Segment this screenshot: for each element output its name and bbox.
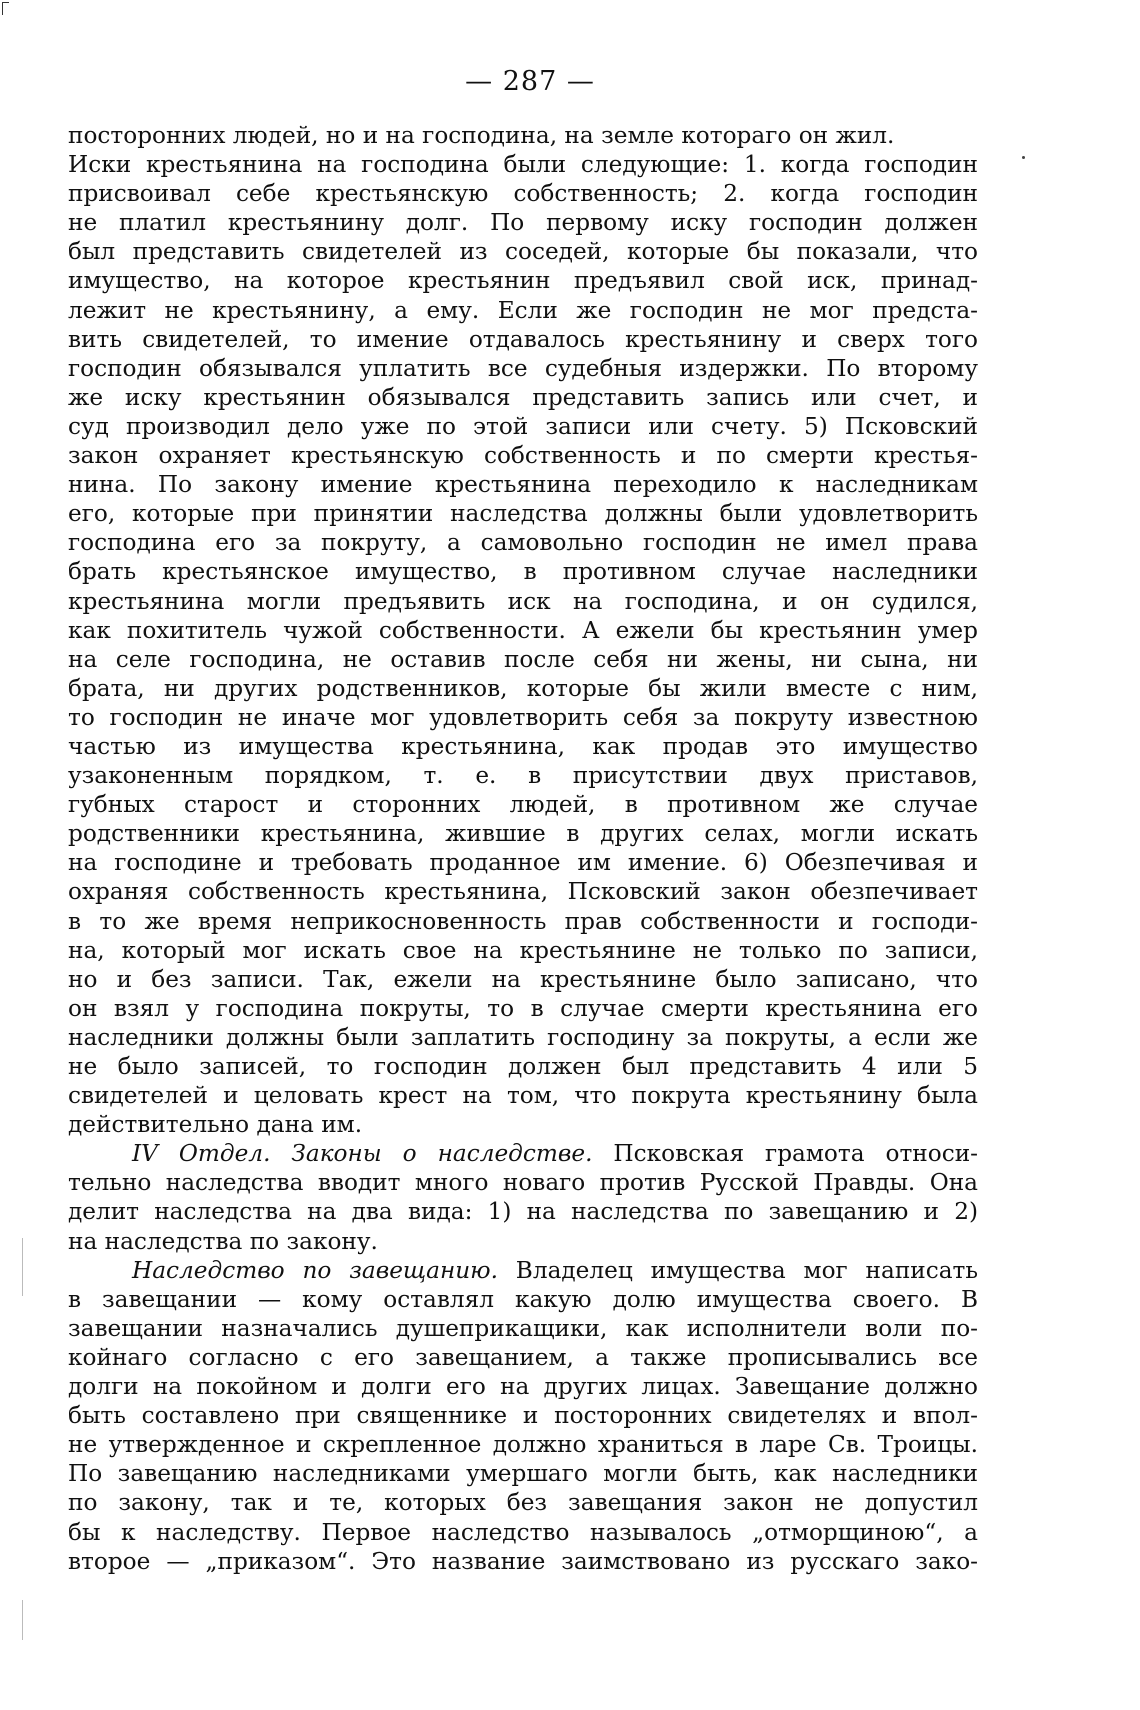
- margin-scan-line: [22, 1600, 23, 1640]
- line-text: делит наследства на два вида: 1) на наследства по завещанию и 2): [68, 1198, 978, 1226]
- text-line: [68, 150, 978, 179]
- line-text: наследники должны были заплатить господину за покруты, а если же: [68, 1023, 978, 1051]
- line-text: то господин не иначе мог удовлетворить себя за покруту известною: [68, 703, 978, 731]
- text-line: [68, 616, 978, 645]
- text-line: [68, 470, 978, 499]
- page-number: — 287 —: [465, 66, 595, 97]
- line-text: Владелец имущества мог написать: [497, 1256, 978, 1284]
- text-line: [68, 1314, 978, 1343]
- line-text: господина его за покруту, а самовольно господин не имел права: [68, 529, 978, 557]
- section-heading: Наследство по завещанию.: [132, 1256, 498, 1284]
- text-line: [68, 121, 978, 150]
- text-line: [68, 499, 978, 528]
- line-text: нина. По закону имение крестьянина переходило к наследникам: [68, 471, 978, 499]
- text-line: [68, 237, 978, 266]
- text-line: [68, 1518, 978, 1547]
- line-text: в то же время неприкосновенность прав собственности и господи-: [68, 907, 978, 935]
- line-text: крестьянина могли предъявить иск на господина, и он судился,: [68, 587, 978, 615]
- corner-crop-mark: [2, 2, 9, 15]
- line-text: тельно наследства вводит много новаго против Русской Правды. Она: [68, 1169, 978, 1197]
- line-text: закон охраняет крестьянскую собственность и по смерти крестья-: [68, 442, 978, 470]
- text-line: [68, 1110, 978, 1139]
- text-line: [68, 1256, 978, 1285]
- text-line: [68, 1401, 978, 1430]
- line-text: койнаго согласно с его завещанием, а также прописывались все: [68, 1343, 978, 1371]
- text-line: [68, 412, 978, 441]
- text-line: [68, 587, 978, 616]
- text-line: [68, 557, 978, 586]
- text-line: [68, 1372, 978, 1401]
- line-text: на господине и требовать проданное им имение. 6) Обезпечивая и: [68, 849, 978, 877]
- line-text: Иски крестьянина на господина были следующие: 1. когда господин: [68, 151, 978, 179]
- section-heading: IV Отдел. Законы о наследстве.: [132, 1140, 593, 1168]
- line-text: имущество, на которое крестьянин предъявил свой иск, принад-: [68, 267, 978, 295]
- line-text: второе — „приказом“. Это название заимствовано из русскаго зако-: [68, 1547, 978, 1575]
- text-line: [68, 674, 978, 703]
- text-line: [68, 208, 978, 237]
- text-line: [68, 848, 978, 877]
- line-text: вить свидетелей, то имение отдавалось крестьянину и сверх того: [68, 325, 978, 353]
- text-line: [68, 1343, 978, 1372]
- text-line: [68, 325, 978, 354]
- line-text: По завещанию наследниками умершаго могли быть, как наследники: [68, 1460, 978, 1488]
- line-text: родственники крестьянина, жившие в других селах, могли искать: [68, 820, 978, 848]
- line-text: он взял у господина покруты, то в случае смерти крестьянина его: [68, 994, 978, 1022]
- text-line: [68, 645, 978, 674]
- line-text: по закону, так и те, которых без завещания закон не допустил: [68, 1489, 978, 1517]
- text-line: [68, 1023, 978, 1052]
- line-text: суд производил дело уже по этой записи или счету. 5) Псковский: [68, 412, 978, 440]
- text-line: [68, 1139, 978, 1168]
- line-text: быть составлено при священнике и посторонних свидетелях и впол-: [68, 1402, 978, 1430]
- line-text: на, который мог искать свое на крестьянине не только по записи,: [68, 936, 978, 964]
- text-line: [68, 819, 978, 848]
- text-line: [68, 441, 978, 470]
- line-text: завещании назначались душеприкащики, как исполнители воли по-: [68, 1314, 978, 1342]
- line-text: губных старост и сторонних людей, в противном же случае: [68, 791, 978, 819]
- line-text: на наследства по закону.: [68, 1227, 378, 1255]
- line-text: присвоивал себе крестьянскую собственность; 2. когда господин: [68, 180, 978, 208]
- text-line: [68, 703, 978, 732]
- line-text: не платил крестьянину долг. По первому иску господин должен: [68, 209, 978, 237]
- text-line: [68, 1168, 978, 1197]
- line-text: как похититель чужой собственности. А ежели бы крестьянин умер: [68, 616, 978, 644]
- text-line: [68, 790, 978, 819]
- line-text: его, которые при принятии наследства должны были удовлетворить: [68, 500, 978, 528]
- text-line: [68, 1459, 978, 1488]
- margin-scan-line: [22, 1238, 23, 1296]
- margin-dot: [1022, 156, 1025, 159]
- text-line: [68, 1488, 978, 1517]
- text-line: [68, 1285, 978, 1314]
- line-text: господин обязывался уплатить все судебныя издержки. По второму: [68, 354, 978, 382]
- line-text: долги на покойном и долги его на других лицах. Завещание должно: [68, 1373, 978, 1401]
- line-text: посторонних людей, но и на господина, на земле котораго он жил.: [68, 122, 895, 149]
- line-text: был представить свидетелей из соседей, которые бы показали, что: [68, 238, 978, 266]
- line-text: охраняя собственность крестьянина, Псковский закон обезпечивает: [68, 878, 978, 906]
- line-text: брата, ни других родственников, которые бы жили вместе с ним,: [68, 674, 978, 702]
- line-text: в завещании — кому оставлял какую долю имущества своего. В: [68, 1285, 978, 1313]
- text-line: [68, 965, 978, 994]
- text-line: [68, 383, 978, 412]
- line-text: свидетелей и целовать крест на том, что покрута крестьянину была: [68, 1082, 978, 1110]
- text-line: [68, 877, 978, 906]
- line-text: не было записей, то господин должен был представить 4 или 5: [68, 1053, 978, 1080]
- text-line: [68, 296, 978, 325]
- text-line: [68, 907, 978, 936]
- text-line: [68, 1081, 978, 1110]
- text-line: [68, 1430, 978, 1459]
- line-text: на селе господина, не оставив после себя ни жены, ни сына, ни: [68, 645, 978, 673]
- text-line: [68, 1547, 978, 1576]
- text-line: [68, 761, 978, 790]
- line-text: частью из имущества крестьянина, как продав это имущество: [68, 732, 978, 760]
- text-line: [68, 936, 978, 965]
- page-body-text: [68, 121, 978, 1576]
- text-line: [68, 528, 978, 557]
- line-text: узаконенным порядком, т. е. в присутствии двух приставов,: [68, 762, 978, 790]
- text-line: [68, 1227, 978, 1256]
- line-text: не утвержденное и скрепленное должно храниться в ларе Св. Троицы.: [68, 1431, 978, 1459]
- line-text: Псковская грамота относи-: [592, 1140, 978, 1168]
- text-line: [68, 732, 978, 761]
- text-line: [68, 179, 978, 208]
- text-line: [68, 266, 978, 295]
- text-line: [68, 994, 978, 1023]
- text-line: [68, 1197, 978, 1226]
- text-line: [68, 1052, 978, 1081]
- line-text: брать крестьянское имущество, в противном случае наследники: [68, 558, 978, 586]
- line-text: лежит не крестьянину, а ему. Если же господин не мог предста-: [68, 296, 978, 324]
- line-text: действительно дана им.: [68, 1111, 363, 1139]
- line-text: бы к наследству. Первое наследство называлось „отморщиною“, а: [68, 1518, 978, 1546]
- text-line: [68, 354, 978, 383]
- line-text: же иску крестьянин обязывался представить запись или счет, и: [68, 383, 978, 411]
- line-text: но и без записи. Так, ежели на крестьянине было записано, что: [68, 965, 978, 993]
